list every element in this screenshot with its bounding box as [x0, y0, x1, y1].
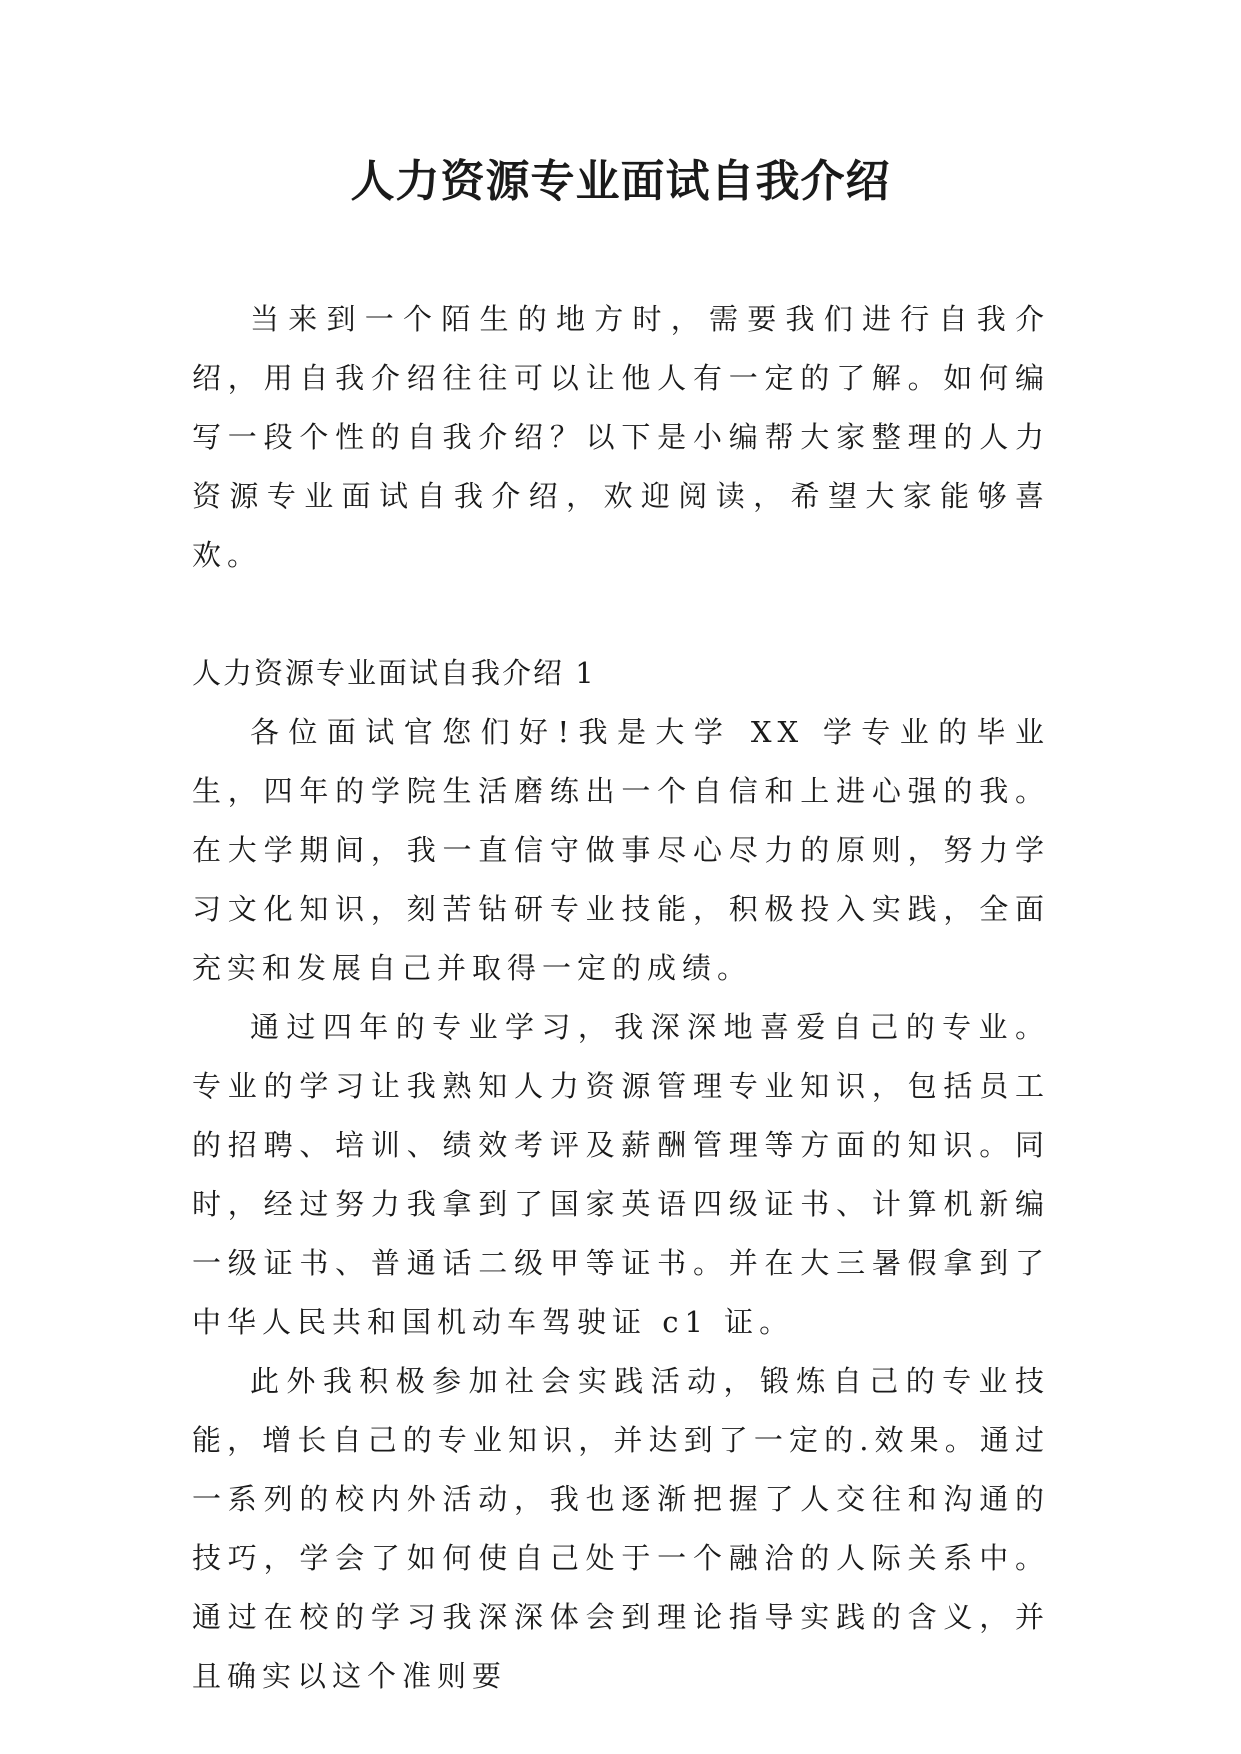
intro-paragraph: 当来到一个陌生的地方时，需要我们进行自我介绍，用自我介绍往往可以让他人有一定的了解。如何编写一段个性的自我介绍？以下是小编帮大家整理的人力资源专业面试自我介绍，欢迎阅读，希望大家能够喜欢。 [192, 302, 1050, 572]
body-paragraph-2: 通过四年的专业学习，我深深地喜爱自己的专业。专业的学习让我熟知人力资源管理专业知识，包括员工的招聘、培训、绩效考评及薪酬管理等方面的知识。同时，经过努力我拿到了国家英语四级证书、计算机新编一级证书、普通话二级甲等证书。并在大三暑假拿到了中华人民共和国机动车驾驶证 c1 证。 [192, 1010, 1050, 1339]
body-paragraph-3: 此外我积极参加社会实践活动，锻炼自己的专业技能，增长自己的专业知识，并达到了一定的.效果。通过一系列的校内外活动，我也逐渐把握了人交往和沟通的技巧，学会了如何使自己处于一个融洽的人际关系中。通过在校的学习我深深体会到理论指导实践的含义，并且确实以这个准则要 [192, 1364, 1050, 1693]
page-title: 人力资源专业面试自我介绍 [350, 156, 891, 207]
paragraph-gap [192, 585, 1050, 644]
body-paragraph-1: 各位面试官您们好!我是大学 XX 学专业的毕业生，四年的学院生活磨练出一个自信和上进心强的我。在大学期间，我一直信守做事尽心尽力的原则，努力学习文化知识，刻苦钻研专业技能，积极投入实践，全面充实和发展自己并取得一定的成绩。 [192, 715, 1050, 985]
section-heading: 人力资源专业面试自我介绍 1 [192, 656, 596, 690]
document-body [192, 290, 1050, 1706]
